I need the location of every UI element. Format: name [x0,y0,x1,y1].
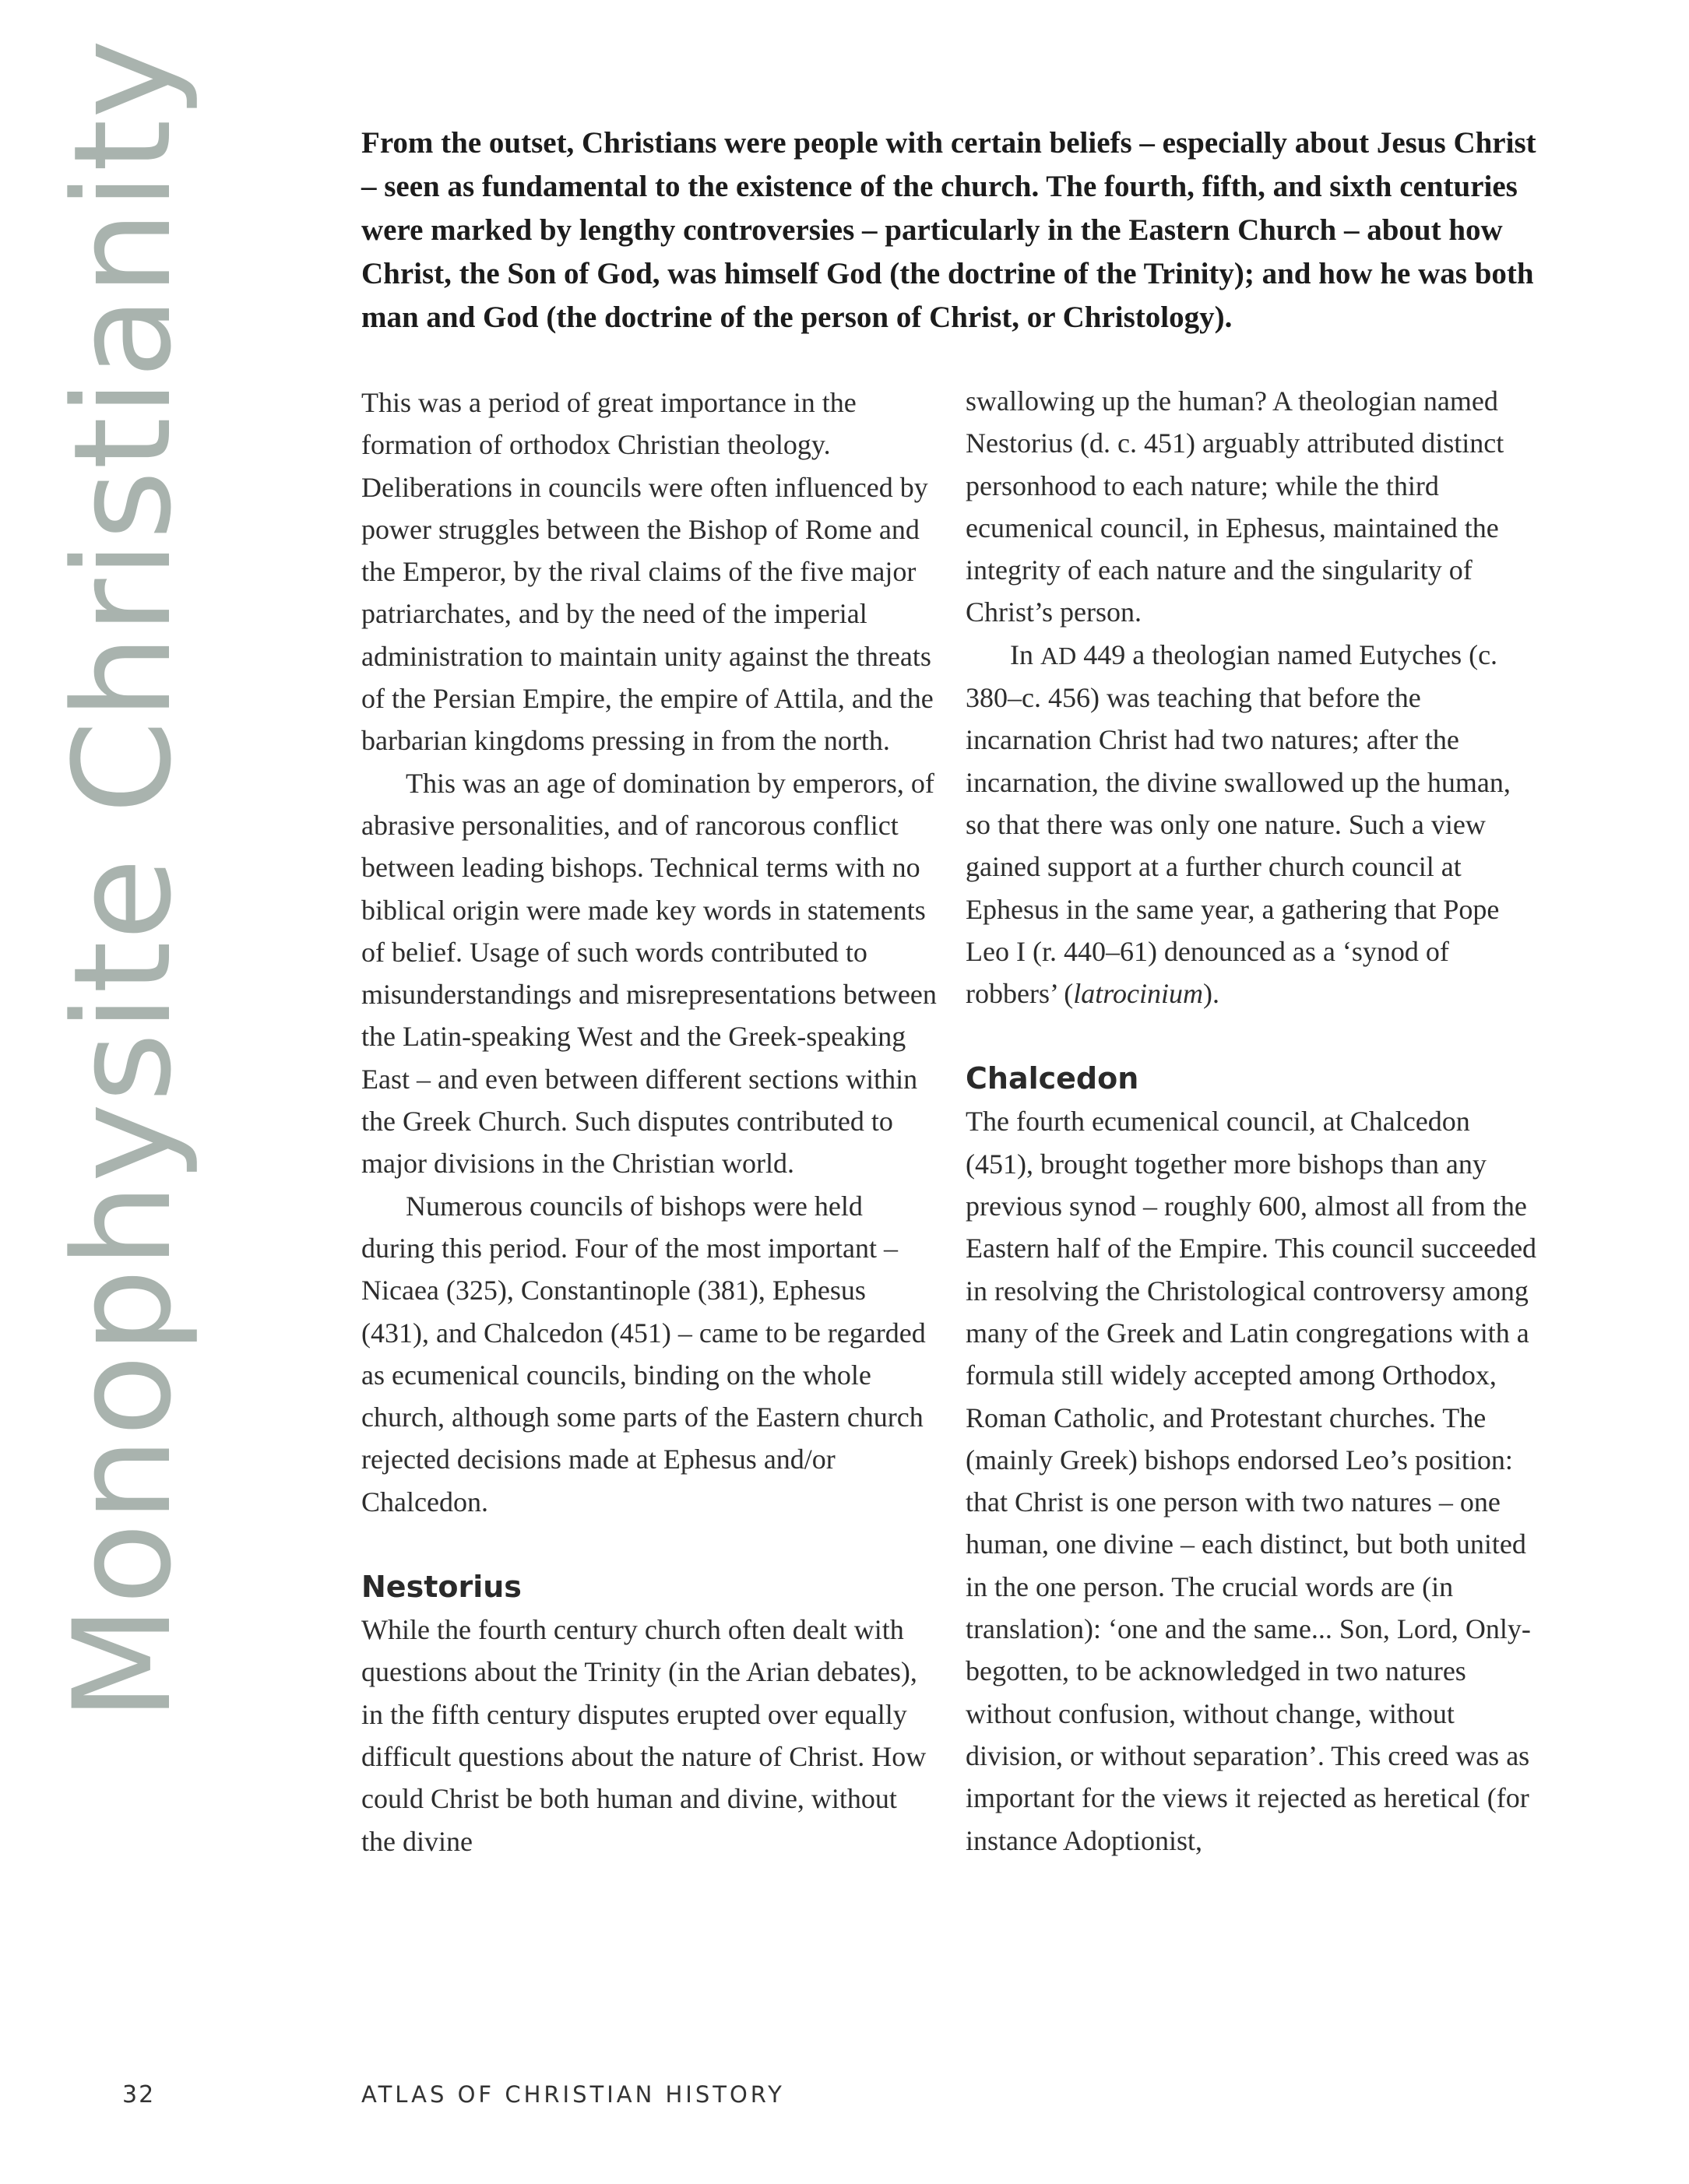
paragraph-2-lead: In [1010,638,1040,670]
heading-chalcedon: Chalcedon [966,1061,1139,1096]
heading-nestorius: Nestorius [361,1570,522,1605]
right-paragraph-2 [966,634,1542,1015]
left-paragraph-3: Numerous councils of bishops were held during this period. Four of the most important – Nicaea (325), Constantinople (381), Ephesus (431), and Chalcedon (451) – came to be regarded as ecumenical councils, binding on the whole church, although some parts of the Eastern church rejected decisions made at Ephesus and/or Chalcedon. [361,1190,926,1518]
latin-term: latrocinium [1073,978,1203,1010]
era-abbreviation: AD [1040,641,1077,670]
right-column [966,380,1542,1862]
left-column [361,382,938,1862]
intro-paragraph: From the outset, Christians were people with certain beliefs – especially about Jesus Christ – seen as fundamental to the existence of the church. The fourth, fifth, and sixth centuries were marked by lengthy controversies – particularly in the Eastern Church – about how Christ, the Son of God, was himself God (the doctrine of the Trinity); and how he was both man and God (the doctrine of the person of Christ, or Christology). [361,126,1536,334]
left-paragraph-1: This was a period of great importance in the formation of orthodox Christian theology. Deliberations in councils were often influenced by power struggles between the Bishop of Rome and the Emperor, by the rival claims of the five major patriarchates, and by the need of the imperial administration to maintain unity against the threats of the Persian Empire, the empire of Attila, and the barbarian kingdoms pressing in from the north. [361,387,934,757]
right-paragraph-1: swallowing up the human? A theologian named Nestorius (d. c. 451) arguably attributed distinct personhood to each nature; while the third ecumenical council, in Ephesus, maintained the integrity of each nature and the singularity of Christ’s person. [966,385,1504,628]
paragraph-2-end: ). [1202,978,1219,1010]
running-footer-title: ATLAS OF CHRISTIAN HISTORY [361,2081,785,2108]
side-title: Monophysite Christianity [44,38,201,1722]
left-paragraph-4: While the fourth century church often dealt with questions about the Trinity (in the Arian debates), in the fifth century disputes erupted over equally difficult questions about the nature of Christ. How could Christ be both human and divine, without the divine [361,1614,927,1857]
page-number: 32 [122,2081,156,2108]
left-paragraph-2: This was an age of domination by emperors, of abrasive personalities, and of rancorous conflict between leading bishops. Technical terms with no biblical origin were made key words in statements of belief. Usage of such words contributed to misunderstandings and misrepresentations between the Latin-speaking West and the Greek-speaking East – and even between different sections within the Greek Church. Such disputes contributed to major divisions in the Christian world. [361,767,937,1180]
right-paragraph-3: The fourth ecumenical council, at Chalcedon (451), brought together more bishops than any previous synod – roughly 600, almost all from the Eastern half of the Empire. This council succeeded in resolving the Christological controversy among many of the Greek and Latin congregations with a formula still widely accepted among Orthodox, Roman Catholic, and Protestant churches. The (mainly Greek) bishops endorsed Leo’s position: that Christ is one person with two natures – one human, one divine – each distinct, but both united in the one person. The crucial words are (in translation): ‘one and the same... Son, Lord, Only-begotten, to be acknowledged in two natures without confusion, without change, without division, or without separation’. This creed was as important for the views it rejected as heretical (for instance Adoptionist, [966,1106,1537,1856]
paragraph-2-body: 449 a theologian named Eutyches (c. 380–c. 456) was teaching that before the incarnation Christ had two natures; after the incarnation, the divine swallowed up the human, so that there was only one nature. Such a view gained support at a further church council at Ephesus in the same year, a gathering that Pope Leo I (r. 440–61) denounced as a ‘synod of robbers’ ( [966,638,1511,1010]
